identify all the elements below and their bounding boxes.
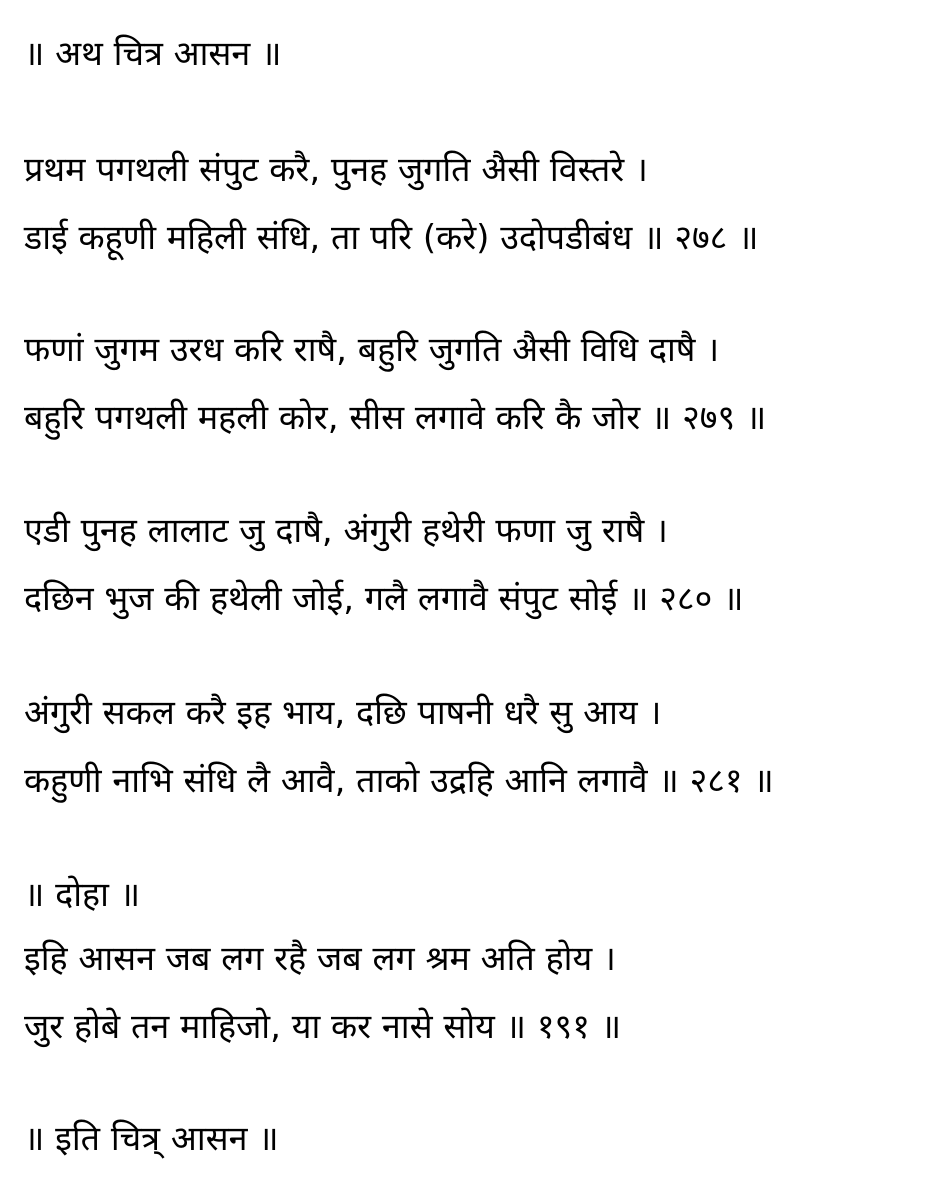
verse-line: एडी पुनह लालाट जु दाषै, अंगुरी हथेरी फणा जु राषै । (24, 511, 668, 551)
verse-line: इहि आसन जब लग रहै जब लग श्रम अति होय । (24, 939, 616, 979)
verse-line: जुर होबे तन माहिजो, या कर नासे सोय ॥ १९१ ॥ (24, 1007, 622, 1047)
verse-line: डाई कहूणी महिली संधि, ता परि (करे) उदोपडीबंध ॥ २७८ ॥ (24, 218, 759, 258)
verse-line: बहुरि पगथली महली कोर, सीस लगावे करि कै जोर ॥ २७९ ॥ (24, 398, 767, 438)
verse-line: अंगुरी सकल करै इह भाय, दछि पाषनी धरै सु आय । (24, 693, 662, 733)
closing-heading: ॥ इति चित्र् आसन ॥ (24, 1119, 279, 1159)
doha-heading: ॥ दोहा ॥ (24, 875, 141, 915)
verse-line: दछिन भुज की हथेली जोई, गलै लगावै संपुट सोई ॥ २८० ॥ (24, 579, 744, 619)
verse-line: कहुणी नाभि संधि लै आवै, ताको उद्रहि आनि लगावै ॥ २८१ ॥ (24, 761, 774, 801)
verse-line: प्रथम पगथली संपुट करै, पुनह जुगति अैसी विस्तरे । (24, 150, 648, 190)
section-heading: ॥ अथ चित्र आसन ॥ (24, 34, 282, 74)
verse-line: फणां जुगम उरध करि राषै, बहुरि जुगति अैसी विधि दाषै । (24, 330, 720, 370)
